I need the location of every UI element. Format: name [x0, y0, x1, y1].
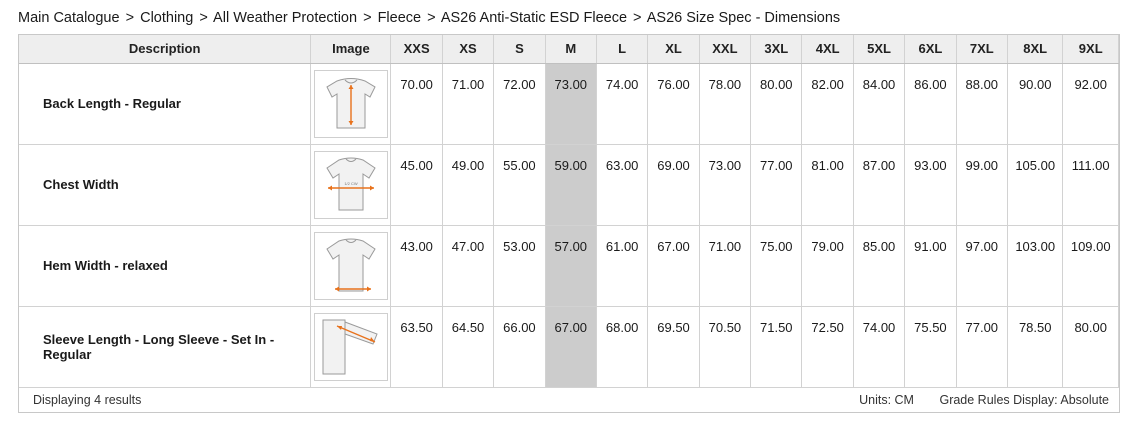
cell-value: 69.50 [648, 306, 699, 387]
cell-value: 66.00 [494, 306, 545, 387]
table-row [19, 63, 1119, 144]
cell-value: 79.00 [802, 225, 853, 306]
breadcrumb-item-main-catalogue[interactable]: Main Catalogue [18, 10, 120, 26]
breadcrumb-separator: > [633, 10, 642, 26]
cell-value: 76.00 [648, 63, 699, 144]
cell-value: 70.50 [699, 306, 750, 387]
column-header-xxl[interactable]: XXL [699, 35, 750, 63]
cell-value: 92.00 [1063, 63, 1119, 144]
cell-value: 71.00 [442, 63, 493, 144]
cell-value: 64.50 [442, 306, 493, 387]
cell-value: 71.00 [699, 225, 750, 306]
breadcrumb [0, 0, 1138, 34]
cell-value: 73.00 [699, 144, 750, 225]
table-row [19, 144, 1119, 225]
cell-value: 77.00 [751, 144, 802, 225]
cell-value: 73.00 [545, 63, 596, 144]
size-spec-table [19, 35, 1119, 387]
column-header-9xl[interactable]: 9XL [1063, 35, 1119, 63]
cell-value: 67.00 [648, 225, 699, 306]
units-label: Units: CM [859, 393, 914, 407]
cell-value: 45.00 [391, 144, 442, 225]
cell-value: 74.00 [596, 63, 647, 144]
column-header-xl[interactable]: XL [648, 35, 699, 63]
row-description: Hem Width - relaxed [19, 225, 311, 306]
column-header-xs[interactable]: XS [442, 35, 493, 63]
breadcrumb-separator: > [363, 10, 372, 26]
cell-value: 97.00 [956, 225, 1007, 306]
cell-value: 91.00 [905, 225, 956, 306]
breadcrumb-separator: > [427, 10, 436, 26]
cell-value: 81.00 [802, 144, 853, 225]
cell-value: 70.00 [391, 63, 442, 144]
cell-value: 63.00 [596, 144, 647, 225]
garment-chest-width-diagram-icon [314, 151, 388, 219]
row-description: Chest Width [19, 144, 311, 225]
cell-value: 68.00 [596, 306, 647, 387]
cell-value: 109.00 [1063, 225, 1119, 306]
cell-value: 53.00 [494, 225, 545, 306]
svg-text:1/2 CW: 1/2 CW [344, 180, 358, 186]
breadcrumb-item-as26-anti-static-esd-fleece[interactable]: AS26 Anti-Static ESD Fleece [440, 10, 628, 26]
cell-value: 85.00 [853, 225, 904, 306]
cell-value: 78.50 [1007, 306, 1062, 387]
column-header-xxs[interactable]: XXS [391, 35, 442, 63]
garment-back-length-diagram-icon [314, 70, 388, 138]
cell-value: 67.00 [545, 306, 596, 387]
row-image-cell[interactable] [311, 306, 391, 387]
column-header-3xl[interactable]: 3XL [751, 35, 802, 63]
breadcrumb-separator: > [199, 10, 208, 26]
table-row [19, 225, 1119, 306]
results-count: Displaying 4 results [33, 393, 142, 407]
breadcrumb-item-clothing[interactable]: Clothing [140, 10, 194, 26]
breadcrumb-item-fleece[interactable]: Fleece [377, 10, 422, 26]
cell-value: 111.00 [1063, 144, 1119, 225]
cell-value: 75.00 [751, 225, 802, 306]
table-row [19, 306, 1119, 387]
cell-value: 82.00 [802, 63, 853, 144]
cell-value: 103.00 [1007, 225, 1062, 306]
breadcrumb-item-all-weather-protection[interactable]: All Weather Protection [213, 10, 358, 26]
cell-value: 90.00 [1007, 63, 1062, 144]
cell-value: 69.00 [648, 144, 699, 225]
cell-value: 59.00 [545, 144, 596, 225]
column-header-m[interactable]: M [545, 35, 596, 63]
cell-value: 49.00 [442, 144, 493, 225]
row-description: Sleeve Length - Long Sleeve - Set In - Regular [19, 306, 311, 387]
garment-hem-width-diagram-icon [314, 232, 388, 300]
breadcrumb-item-as26-size-spec-dimensions[interactable]: AS26 Size Spec - Dimensions [646, 10, 841, 26]
cell-value: 86.00 [905, 63, 956, 144]
row-image-cell[interactable] [311, 225, 391, 306]
column-header-4xl[interactable]: 4XL [802, 35, 853, 63]
column-header-l[interactable]: L [596, 35, 647, 63]
breadcrumb-separator: > [125, 10, 135, 26]
cell-value: 78.00 [699, 63, 750, 144]
cell-value: 71.50 [751, 306, 802, 387]
cell-value: 84.00 [853, 63, 904, 144]
column-header-6xl[interactable]: 6XL [905, 35, 956, 63]
column-header-8xl[interactable]: 8XL [1007, 35, 1062, 63]
cell-value: 61.00 [596, 225, 647, 306]
cell-value: 47.00 [442, 225, 493, 306]
row-image-cell[interactable] [311, 63, 391, 144]
footer-settings [837, 393, 1109, 407]
cell-value: 74.00 [853, 306, 904, 387]
table-header-row [19, 35, 1119, 63]
row-image-cell[interactable] [311, 144, 391, 225]
column-header-s[interactable]: S [494, 35, 545, 63]
cell-value: 55.00 [494, 144, 545, 225]
row-description: Back Length - Regular [19, 63, 311, 144]
cell-value: 80.00 [1063, 306, 1119, 387]
column-header-5xl[interactable]: 5XL [853, 35, 904, 63]
column-header-7xl[interactable]: 7XL [956, 35, 1007, 63]
grade-rules-label: Grade Rules Display: Absolute [939, 393, 1109, 407]
cell-value: 88.00 [956, 63, 1007, 144]
cell-value: 77.00 [956, 306, 1007, 387]
cell-value: 99.00 [956, 144, 1007, 225]
column-header-description[interactable]: Description [19, 35, 311, 63]
cell-value: 63.50 [391, 306, 442, 387]
table-footer [19, 388, 1119, 412]
cell-value: 93.00 [905, 144, 956, 225]
cell-value: 105.00 [1007, 144, 1062, 225]
cell-value: 72.50 [802, 306, 853, 387]
cell-value: 72.00 [494, 63, 545, 144]
cell-value: 43.00 [391, 225, 442, 306]
cell-value: 57.00 [545, 225, 596, 306]
column-header-image[interactable]: Image [311, 35, 391, 63]
cell-value: 87.00 [853, 144, 904, 225]
size-spec-panel [18, 34, 1120, 413]
garment-sleeve-length-diagram-icon [314, 313, 388, 381]
cell-value: 80.00 [751, 63, 802, 144]
cell-value: 75.50 [905, 306, 956, 387]
